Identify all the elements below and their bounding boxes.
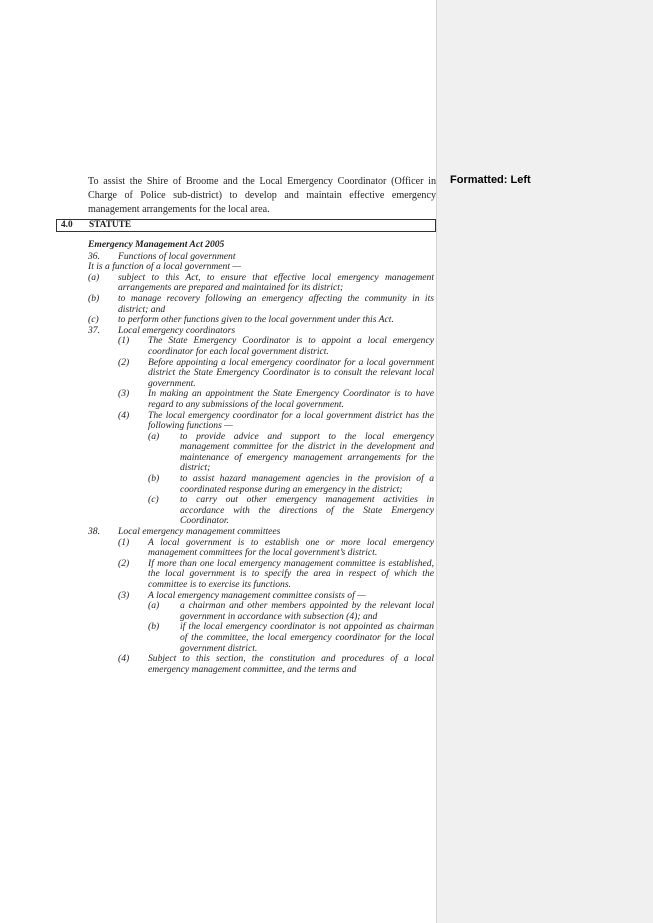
s38-subsection-label: (2) [118, 557, 130, 569]
s37-paragraph-label: (c) [148, 494, 159, 506]
s36-item-label: (b) [88, 292, 100, 304]
s37-subsection-label: (1) [118, 335, 130, 347]
s38-subsection-text: A local emergency management committee consists of — [148, 589, 366, 601]
s37-paragraph-text: to carry out other emergency management activities in accordance with the directions of the State Emergency Coordinator. [180, 494, 434, 527]
s38-paragraph-text: a chairman and other members appointed by the relevant local government in accordance with subsection (4); and [180, 600, 434, 622]
section-number: 4.0 [61, 220, 73, 230]
s37-paragraph-label: (b) [148, 473, 160, 485]
section-heading [56, 219, 436, 232]
s36-item-label: (c) [88, 314, 99, 326]
s36-item [88, 273, 434, 294]
s38-subsection [88, 559, 434, 591]
s37-subsection-label: (3) [118, 388, 130, 400]
s36-item-text: subject to this Act, to ensure that effective local emergency management arrangements are prepared and maintained for its district; [118, 271, 434, 294]
s38-subsection-label: (3) [118, 589, 130, 601]
s37-subsection [88, 336, 434, 357]
s36-intro: It is a function of a local government — [88, 261, 241, 273]
s38-subsection [88, 654, 434, 675]
s38-subsection-label: (1) [118, 536, 130, 548]
s37-title: Local emergency coordinators [118, 324, 236, 336]
s36-item [88, 294, 434, 315]
s36-title: Functions of local government [118, 250, 236, 262]
s38-paragraph [88, 601, 434, 622]
s36-item-label: (a) [88, 271, 100, 283]
s38-paragraph-text: if the local emergency coordinator is not appointed as chairman of the committee, the local emergency coordinator for the local government district. [180, 621, 434, 654]
comment-pane [437, 0, 653, 923]
s38-subsection-label: (4) [118, 653, 130, 665]
s37-paragraph [88, 474, 434, 495]
act-title: Emergency Management Act 2005 [88, 239, 225, 250]
s37-subsection-text: In making an appointment the State Emergency Coordinator is to have regard to any submissions of the local government. [148, 388, 434, 410]
intro-paragraph: To assist the Shire of Broome and the Local Emergency Coordinator (Officer in Charge of Police sub-district) to develop and maintain effective emergency management arrangements for the local area. [88, 176, 436, 215]
s37-subsection-label: (2) [118, 356, 130, 368]
statute-block [88, 240, 434, 675]
s38-title: Local emergency management committees [118, 526, 281, 538]
s38-paragraph-label: (b) [148, 621, 160, 633]
s37-paragraph [88, 432, 434, 474]
s38-paragraph-label: (a) [148, 600, 160, 612]
s37-paragraph [88, 495, 434, 527]
s37-paragraph-text: to assist hazard management agencies in the provision of a coordinated response during an emergency in the district; [180, 473, 434, 495]
s37-subsection-label: (4) [118, 409, 130, 421]
s37-paragraph-label: (a) [148, 430, 160, 442]
s36-number: 36. [88, 250, 100, 262]
s37-subsection-text: Before appointing a local emergency coordinator for a local government district the State Emergency Coordinator is to consult the relevant local government. [148, 356, 434, 389]
s38-subsection-text: Subject to this section, the constitution and procedures of a local emergency management committee, and the terms and [148, 653, 434, 675]
s37-paragraph-text: to provide advice and support to the local emergency management committee for the district in the development and maintenance of emergency management arrangements for the district; [180, 430, 434, 474]
s37-number: 37. [88, 324, 100, 336]
s38-subsection-text: If more than one local emergency management committee is established, the local government is to specify the area in respect of which the committee is to exercise its functions. [148, 557, 434, 590]
s37-subsection-text: The local emergency coordinator for a local government district has the following functions — [148, 409, 434, 432]
formatting-comment[interactable]: Formatted: Left [450, 174, 531, 186]
s36-item-text: to manage recovery following an emergency affecting the community in its district; and [118, 292, 434, 315]
s38-subsection [88, 538, 434, 559]
s37-subsection [88, 358, 434, 390]
section-title: STATUTE [89, 220, 132, 230]
s36-item-text: to perform other functions given to the local government under this Act. [118, 314, 394, 326]
s37-subsection [88, 411, 434, 432]
s38-paragraph [88, 622, 434, 654]
s38-subsection-text: A local government is to establish one or more local emergency management committees for the local government’s district. [148, 536, 434, 559]
s38-number: 38. [88, 526, 100, 538]
s37-subsection [88, 389, 434, 410]
s37-subsection-text: The State Emergency Coordinator is to appoint a local emergency coordinator for each local government district. [148, 335, 434, 357]
